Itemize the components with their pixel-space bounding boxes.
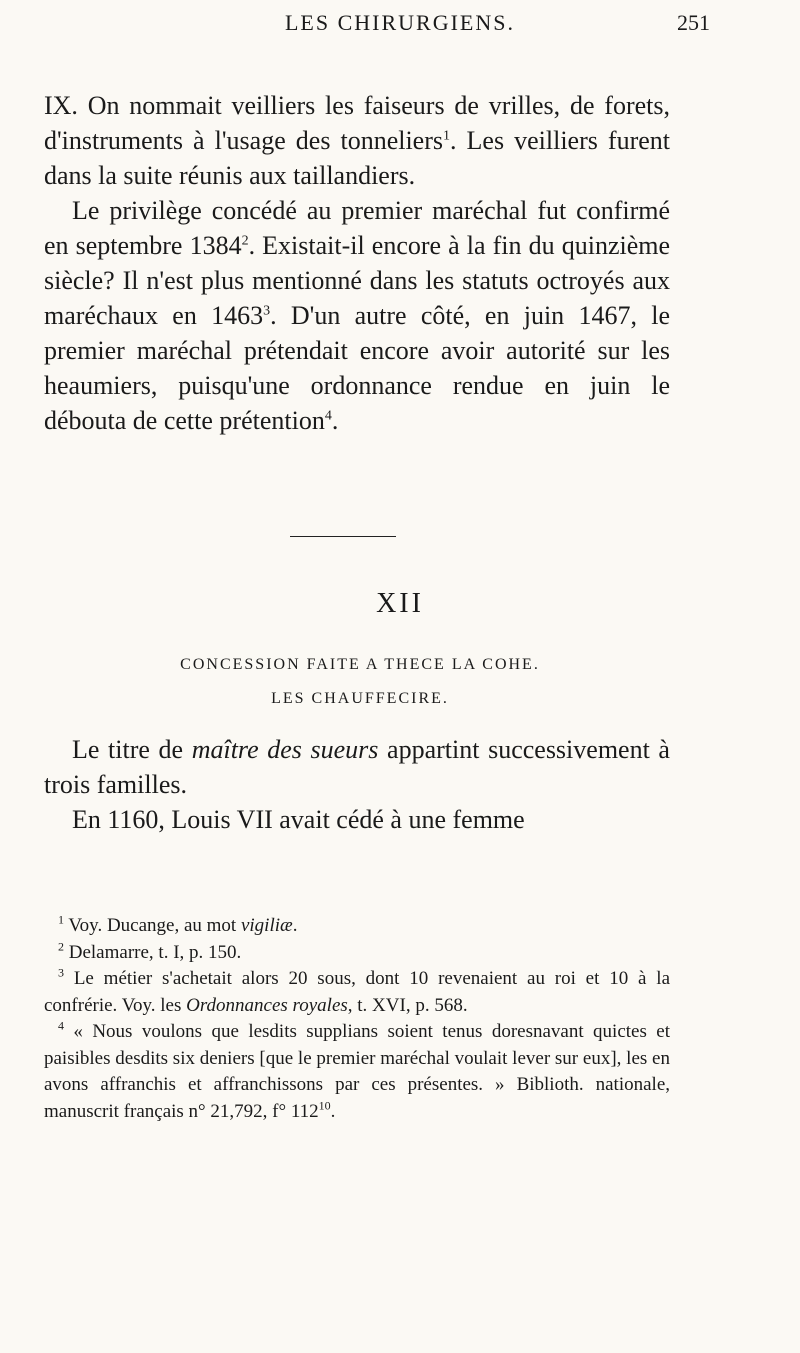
paragraph	[44, 88, 670, 193]
running-head	[40, 8, 760, 38]
text-run: .	[292, 915, 298, 936]
paragraph	[44, 193, 670, 438]
text-run: . Les veilliers furent dans la suite réunis aux taillandiers.	[44, 126, 670, 190]
footnote-number: 1	[58, 912, 64, 927]
section-ix-text	[44, 88, 670, 438]
text-run: IX. On nommait veilliers les faiseurs de vrilles, de forets, d'instruments à l'usage des tonneliers	[44, 91, 670, 155]
paragraph: En 1160, Louis VII avait cédé à une femme	[72, 805, 525, 834]
chapter-title-line: CONCESSION FAITE A THECE LA COHE.	[180, 656, 540, 673]
section-xii-text	[44, 732, 670, 837]
text-run: . Existait-il encore à la fin du quinzième siècle? Il n'est plus mentionné dans les statuts octroyés aux maréchaux en 1463	[44, 231, 671, 330]
text-run: Delamarre, t. I, p. 150.	[64, 941, 242, 963]
text-run: appartint successivement à trois familles.	[44, 735, 670, 799]
footnote-ref[interactable]: 3	[263, 303, 271, 319]
footnote-number: 4	[58, 1018, 64, 1033]
text-run: Le métier s'achetait alors 20 sous, dont 10 revenaient au roi et 10 à la confrérie. Voy. les	[44, 968, 670, 1016]
footnote-number: 3	[58, 965, 64, 980]
footnote-ref[interactable]: 4	[324, 408, 332, 424]
superscript: 10	[318, 1098, 331, 1113]
chapter-title	[0, 648, 700, 716]
text-run: Le titre de	[72, 735, 192, 764]
footnote	[44, 913, 670, 940]
chapter-number: XII	[376, 588, 424, 619]
footnote-ref[interactable]: 1	[443, 128, 450, 144]
text-run: « Nous voulons que lesdits supplians soient tenus doresnavant quictes et paisibles desdits six deniers [que le premier maréchal voulait lever sur eux], les en avons affranchis et affranchissons par ces présentes. » Biblioth. nationale, manuscrit français n° 21,792, f° 112	[44, 1021, 670, 1122]
footnote	[44, 940, 670, 967]
footnote	[44, 1019, 670, 1125]
footnote	[44, 966, 670, 1019]
page-number: 251	[677, 10, 710, 35]
text-run: , t. XVI, p. 568.	[347, 994, 468, 1016]
paragraph	[44, 732, 670, 802]
footnotes	[44, 913, 670, 1125]
italic-term: maître des sueurs	[191, 735, 379, 764]
text-run: . D'un autre côté, en juin 1467, le premier maréchal prétendait encore avoir autorité sur les heaumiers, puisqu'une ordonnance rendue en juin le débouta de cette prétention	[44, 301, 670, 435]
footnote-ref[interactable]: 2	[241, 233, 249, 249]
text-run: Voy. Ducange, au mot	[64, 915, 241, 936]
text-run: .	[331, 406, 339, 435]
text-run: .	[330, 1100, 336, 1122]
italic-term: vigiliæ	[240, 915, 293, 936]
chapter-title-line: LES CHAUFFECIRE.	[271, 690, 449, 707]
running-title: LES CHIRURGIENS.	[284, 10, 515, 35]
footnote-number: 2	[58, 939, 64, 954]
italic-term: Ordonnances royales	[186, 994, 348, 1016]
section-divider	[290, 536, 396, 537]
text-run: Le privilège concédé au premier maréchal fut confirmé en septembre 1384	[44, 196, 670, 260]
